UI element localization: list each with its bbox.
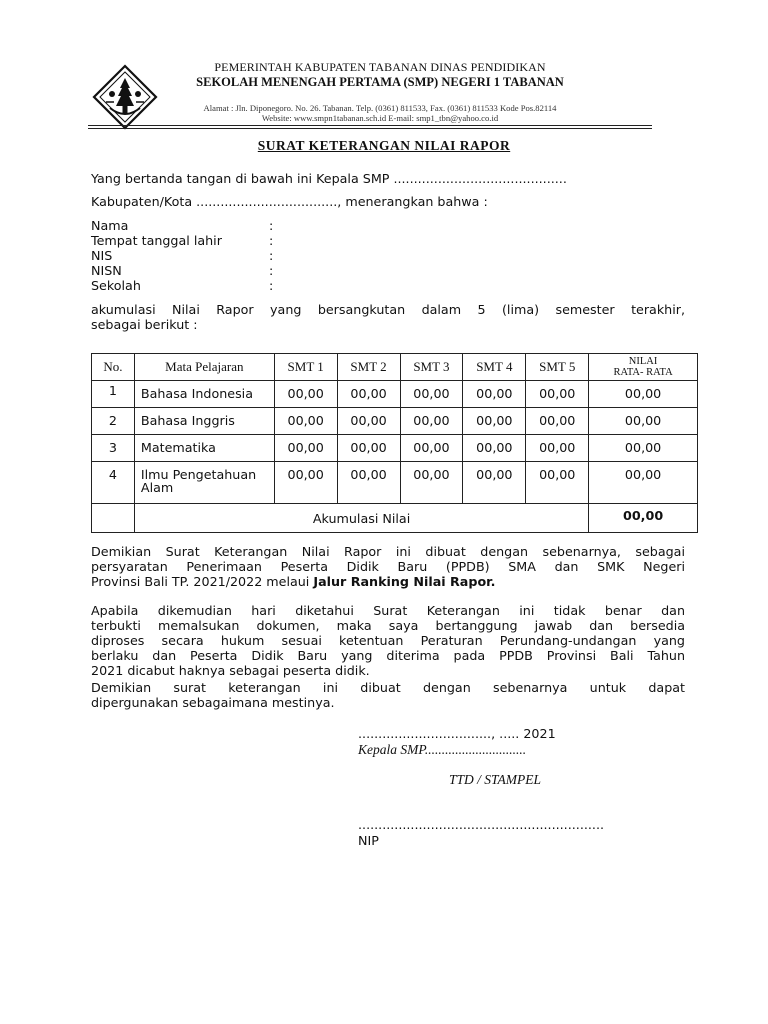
field-colon-ttl: : bbox=[269, 233, 274, 248]
row-smt2: 00,00 bbox=[337, 462, 400, 504]
table-total-row bbox=[92, 504, 698, 533]
row-smt4: 00,00 bbox=[463, 408, 526, 435]
field-label-nisn: NISN bbox=[91, 263, 122, 278]
row-smt4: 00,00 bbox=[463, 381, 526, 408]
row-smt3: 00,00 bbox=[400, 408, 463, 435]
letterhead bbox=[160, 60, 600, 123]
header-average: NILAI RATA- RATA bbox=[589, 354, 698, 381]
row-smt2: 00,00 bbox=[337, 435, 400, 462]
row-smt5: 00,00 bbox=[526, 435, 589, 462]
intro-line-2: Kabupaten/Kota ..................................., menerangkan bahwa : bbox=[91, 194, 488, 209]
row-average: 00,00 bbox=[589, 435, 698, 462]
header-smt2: SMT 2 bbox=[337, 354, 400, 381]
row-smt1: 00,00 bbox=[274, 435, 337, 462]
letterhead-school-name: SEKOLAH MENENGAH PERTAMA (SMP) NEGERI 1 TABANAN bbox=[196, 75, 564, 89]
tabanan-regency-crest-icon bbox=[92, 64, 158, 130]
table-row bbox=[92, 462, 698, 504]
table-row bbox=[92, 381, 698, 408]
signature-role: Kepala SMP.............................. bbox=[358, 742, 527, 757]
header-subject: Mata Pelajaran bbox=[134, 354, 274, 381]
row-smt1: 00,00 bbox=[274, 462, 337, 504]
total-value: 00,00 bbox=[589, 504, 698, 533]
signature-nip-label: NIP bbox=[358, 833, 379, 848]
table-row bbox=[92, 408, 698, 435]
row-smt5: 00,00 bbox=[526, 381, 589, 408]
table-row bbox=[92, 435, 698, 462]
total-label: Akumulasi Nilai bbox=[134, 504, 588, 533]
row-smt3: 00,00 bbox=[400, 435, 463, 462]
row-smt3: 00,00 bbox=[400, 462, 463, 504]
row-smt5: 00,00 bbox=[526, 408, 589, 435]
row-smt4: 00,00 bbox=[463, 462, 526, 504]
signature-stamp: TTD / STAMPEL bbox=[449, 772, 542, 787]
field-label-ttl: Tempat tanggal lahir bbox=[91, 233, 222, 248]
signature-name-line: ............................................................. bbox=[358, 817, 605, 832]
accumulation-text: akumulasi Nilai Rapor yang bersangkutan dalam 5 (lima) semester terakhir, sebagai berikut : bbox=[91, 302, 685, 332]
field-colon-nama: : bbox=[269, 218, 274, 233]
row-smt2: 00,00 bbox=[337, 381, 400, 408]
grades-table bbox=[91, 353, 698, 533]
field-label-sekolah: Sekolah bbox=[91, 278, 141, 293]
row-subject: Ilmu Pengetahuan Alam bbox=[134, 462, 274, 504]
field-label-nis: NIS bbox=[91, 248, 113, 263]
header-smt1: SMT 1 bbox=[274, 354, 337, 381]
header-no: No. bbox=[92, 354, 135, 381]
row-subject: Bahasa Indonesia bbox=[134, 381, 274, 408]
letterhead-government-line: PEMERINTAH KABUPATEN TABANAN DINAS PENDIDIKAN bbox=[214, 60, 546, 74]
row-no: 1 bbox=[92, 381, 135, 408]
letterhead-website: Website: www.smpn1tabanan.sch.id E-mail: smp1_tbn@yahoo.co.id bbox=[261, 113, 499, 123]
signature-place-date: ................................., ..... 2021 bbox=[358, 726, 556, 741]
closing-paragraph-3: Demikian surat keterangan ini dibuat dengan sebenarnya untuk dapat dipergunakan sebagaimana mestinya. bbox=[91, 680, 685, 710]
field-colon-nisn: : bbox=[269, 263, 274, 278]
row-no: 2 bbox=[92, 408, 135, 435]
row-smt3: 00,00 bbox=[400, 381, 463, 408]
row-smt1: 00,00 bbox=[274, 381, 337, 408]
row-no: 3 bbox=[92, 435, 135, 462]
row-no: 4 bbox=[92, 462, 135, 504]
row-smt4: 00,00 bbox=[463, 435, 526, 462]
field-colon-nis: : bbox=[269, 248, 274, 263]
row-smt1: 00,00 bbox=[274, 408, 337, 435]
closing-paragraph-1: Demikian Surat Keterangan Nilai Rapor ini dibuat dengan sebenarnya, sebagai persyaratan Penerimaan Peserta Didik Baru (PPDB) SMA dan SMK Negeri Provinsi Bali TP. 2021/2022 melaui Jalur Ranking Nilai Rapor. bbox=[91, 544, 685, 589]
header-smt5: SMT 5 bbox=[526, 354, 589, 381]
letterhead-rule bbox=[88, 125, 652, 126]
document-title: SURAT KETERANGAN NILAI RAPOR bbox=[257, 138, 511, 153]
header-smt3: SMT 3 bbox=[400, 354, 463, 381]
row-average: 00,00 bbox=[589, 381, 698, 408]
row-average: 00,00 bbox=[589, 408, 698, 435]
letterhead-address: Alamat : Jln. Diponegoro. No. 26. Tabanan. Telp. (0361) 811533, Fax. (0361) 811533 Kode Pos.82114 bbox=[203, 103, 557, 113]
row-subject: Bahasa Inggris bbox=[134, 408, 274, 435]
total-empty-cell bbox=[92, 504, 135, 533]
row-subject: Matematika bbox=[134, 435, 274, 462]
header-smt4: SMT 4 bbox=[463, 354, 526, 381]
intro-line-1: Yang bertanda tangan di bawah ini Kepala SMP ........................................... bbox=[91, 171, 567, 186]
field-label-nama: Nama bbox=[91, 218, 129, 233]
row-average: 00,00 bbox=[589, 462, 698, 504]
closing-paragraph-2: Apabila dikemudian hari diketahui Surat Keterangan ini tidak benar dan terbukti memalsukan dokumen, maka saya bertanggung jawab dan bersedia diproses secara hukum sesuai ketentuan Peraturan Perundang-undangan yang berlaku dan Peserta Didik Baru yang diterima pada PPDB Provinsi Bali Tahun 2021 dicabut haknya sebagai peserta didik. bbox=[91, 603, 685, 678]
admission-path-label: Jalur Ranking Nilai Rapor. bbox=[313, 574, 496, 589]
row-smt5: 00,00 bbox=[526, 462, 589, 504]
table-header-row bbox=[92, 354, 698, 381]
letterhead-rule-thin bbox=[88, 128, 652, 129]
field-colon-sekolah: : bbox=[269, 278, 274, 293]
row-smt2: 00,00 bbox=[337, 408, 400, 435]
